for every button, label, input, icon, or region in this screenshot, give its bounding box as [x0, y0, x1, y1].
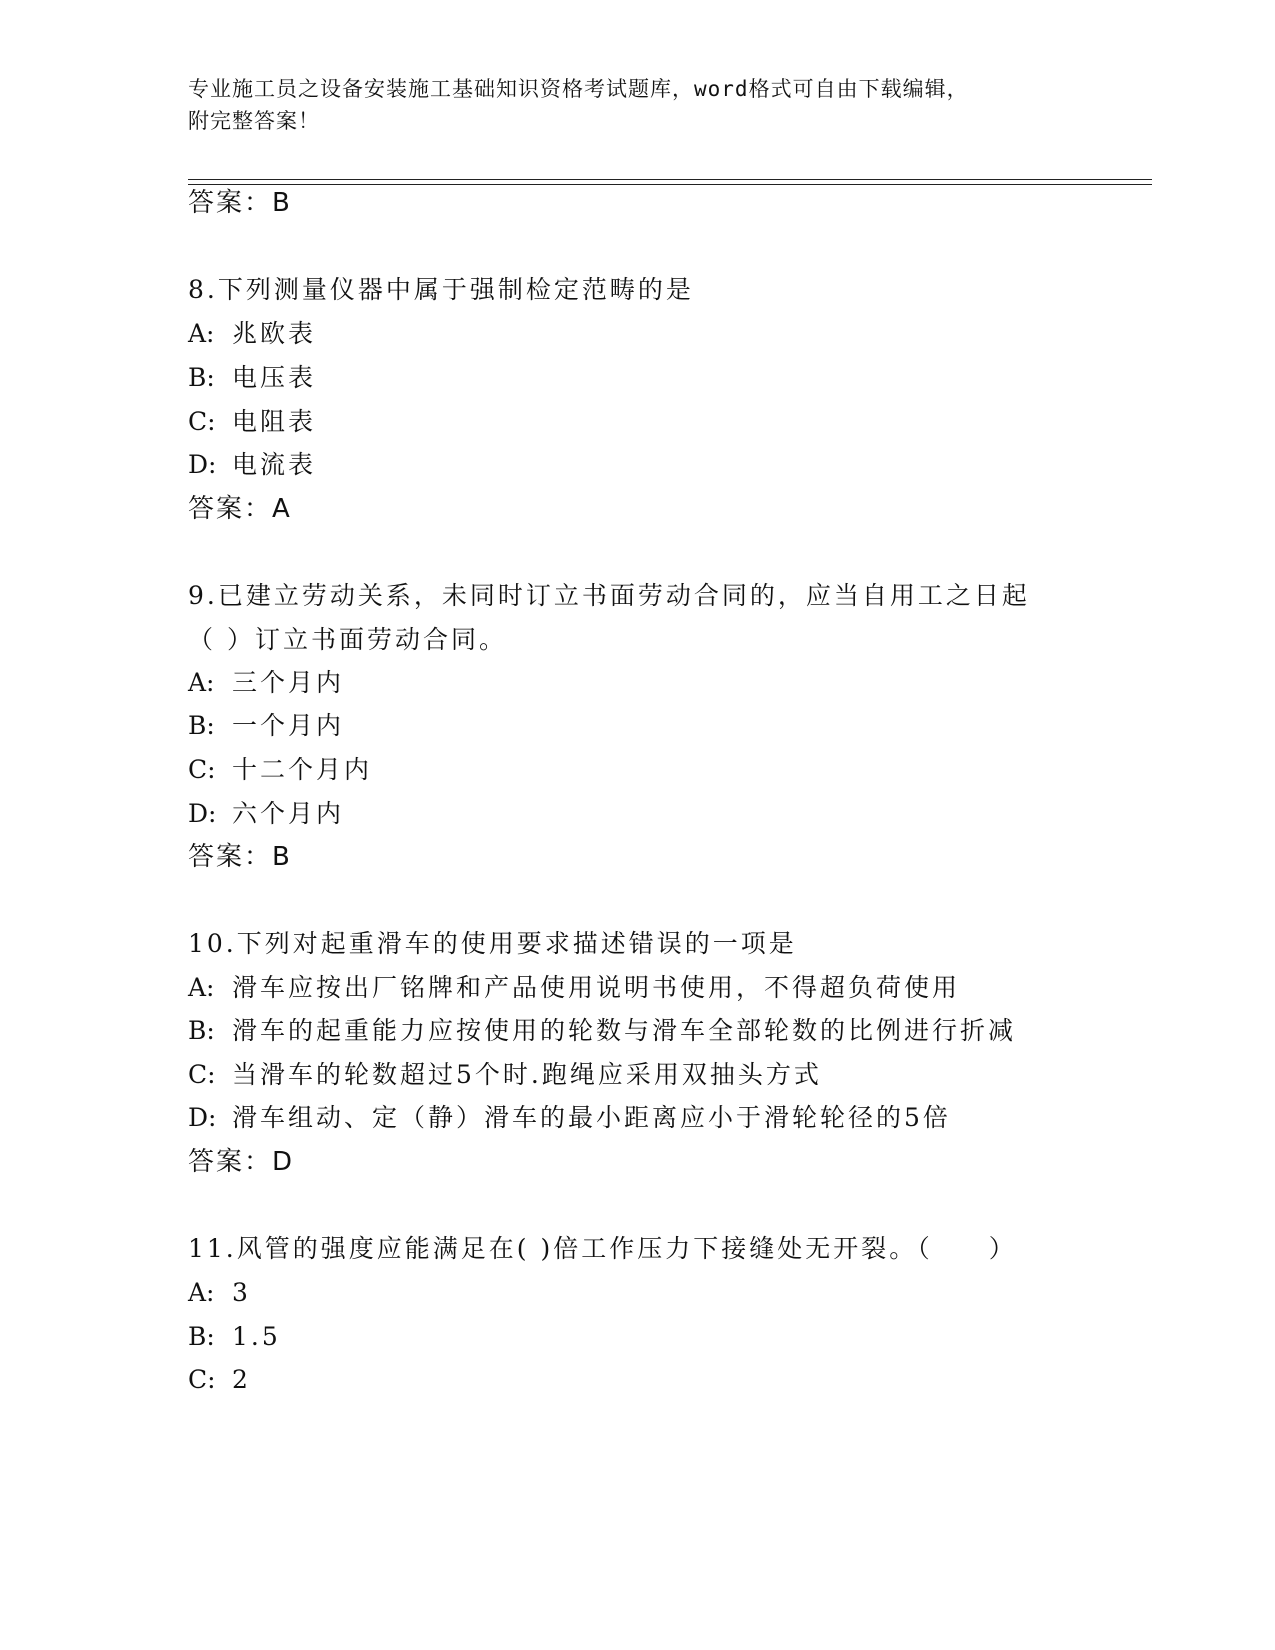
option-text: 三个月内: [232, 668, 345, 697]
question-10-option-b: [188, 1015, 1016, 1047]
question-9-stem: 9.已建立劳动关系，未同时订立书面劳动合同的，应当自用工之日起: [188, 581, 1030, 610]
option-letter: C:: [188, 1060, 216, 1089]
question-8-option-d: [188, 449, 316, 481]
header-line-2: 附完整答案！: [188, 109, 320, 133]
header-line-1: 专业施工员之设备安装施工基础知识资格考试题库，word格式可自由下载编辑，: [188, 77, 969, 101]
option-letter: C:: [188, 755, 216, 784]
option-letter: A:: [188, 973, 215, 1002]
question-9-stem-continued: （ ）订立书面劳动合同。: [188, 625, 507, 654]
question-9-option-a: [188, 667, 344, 699]
answer-q9: 答案：B: [188, 842, 292, 872]
option-text: 兆欧表: [232, 319, 317, 348]
question-9-option-b: [188, 710, 344, 742]
option-letter: A:: [188, 1278, 215, 1307]
option-text: 滑车应按出厂铭牌和产品使用说明书使用，不得超负荷使用: [232, 973, 961, 1002]
option-letter: C:: [188, 1365, 216, 1394]
question-8-option-a: [188, 318, 316, 350]
option-letter: A:: [188, 668, 215, 697]
question-10-option-d: [188, 1102, 951, 1134]
option-text: 2: [232, 1365, 251, 1394]
question-8-stem: 8.下列测量仪器中属于强制检定范畴的是: [188, 275, 694, 304]
question-8-option-c: [188, 406, 316, 438]
option-letter: B:: [188, 711, 215, 740]
header-divider-bottom: [188, 184, 1152, 185]
option-text: 电阻表: [232, 407, 317, 436]
question-10-stem: 10.下列对起重滑车的使用要求描述错误的一项是: [188, 929, 797, 958]
option-text: 电流表: [232, 450, 317, 479]
question-11-option-c: [188, 1364, 251, 1396]
question-11-option-b: [188, 1321, 281, 1353]
option-text: 电压表: [232, 363, 317, 392]
option-text: 滑车组动、定（静）滑车的最小距离应小于滑轮轮径的5倍: [232, 1103, 951, 1132]
header-divider-top: [188, 179, 1152, 180]
document-header: [188, 73, 1088, 137]
option-letter: C:: [188, 407, 216, 436]
option-letter: B:: [188, 363, 215, 392]
option-text: 十二个月内: [232, 755, 373, 784]
answer-q7: 答案：B: [188, 188, 292, 218]
question-11-option-a: [188, 1277, 251, 1309]
question-8-option-b: [188, 362, 316, 394]
option-text: 一个月内: [232, 711, 345, 740]
option-text: 滑车的起重能力应按使用的轮数与滑车全部轮数的比例进行折减: [232, 1016, 1017, 1045]
question-10-option-c: [188, 1059, 822, 1091]
answer-q8: 答案：A: [188, 494, 292, 524]
question-9-option-c: [188, 754, 372, 786]
question-10-option-a: [188, 972, 960, 1004]
option-letter: D:: [188, 799, 217, 828]
option-letter: D:: [188, 1103, 217, 1132]
option-text: 1.5: [232, 1322, 281, 1351]
option-letter: A:: [188, 319, 215, 348]
option-text: 六个月内: [232, 799, 345, 828]
question-9-option-d: [188, 798, 344, 830]
option-letter: B:: [188, 1322, 215, 1351]
answer-q10: 答案：D: [188, 1147, 295, 1177]
option-text: 当滑车的轮数超过5个时.跑绳应采用双抽头方式: [232, 1060, 822, 1089]
option-letter: D:: [188, 450, 217, 479]
question-11-stem: 11.风管的强度应能满足在( )倍工作压力下接缝处无开裂。（ ）: [188, 1234, 1017, 1263]
option-letter: B:: [188, 1016, 215, 1045]
option-text: 3: [232, 1278, 251, 1307]
